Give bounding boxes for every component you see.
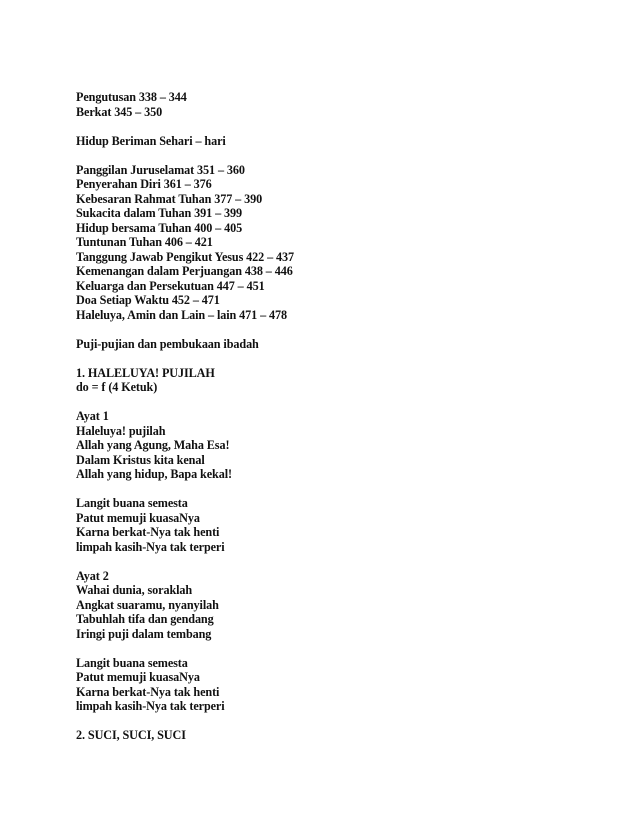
text-line: Hidup Beriman Sehari – hari	[76, 133, 226, 148]
text-line: Wahai dunia, soraklah	[76, 583, 193, 597]
verse-block	[76, 409, 596, 482]
text-line: Karna berkat-Nya tak henti	[76, 525, 220, 539]
text-line: Patut memuji kuasaNya	[76, 670, 200, 684]
text-line: Langit buana semesta	[76, 496, 188, 510]
chorus-block	[76, 496, 596, 554]
text-line: 1. HALELUYA! PUJILAH	[76, 365, 215, 380]
text-line: Haleluya, Amin dan Lain – lain 471 – 478	[76, 307, 288, 322]
text-line: limpah kasih-Nya tak terperi	[76, 539, 225, 554]
text-line: Keluarga dan Persekutuan 447 – 451	[76, 278, 265, 293]
text-line: Sukacita dalam Tuhan 391 – 399	[76, 206, 242, 220]
index-block-a	[76, 90, 596, 119]
song-title	[76, 366, 596, 395]
text-line: Panggilan Juruselamat 351 – 360	[76, 162, 245, 177]
chorus-block	[76, 656, 596, 714]
text-line: Ayat 2	[76, 568, 109, 583]
text-line: Kebesaran Rahmat Tuhan 377 – 390	[76, 191, 263, 206]
text-line: limpah kasih-Nya tak terperi	[76, 699, 225, 713]
text-line: 2. SUCI, SUCI, SUCI	[76, 728, 186, 742]
text-line: Puji-pujian dan pembukaan ibadah	[76, 336, 259, 351]
text-line: Allah yang Agung, Maha Esa!	[76, 438, 230, 452]
text-line: Tuntunan Tuhan 406 – 421	[76, 235, 213, 249]
text-line: Tanggung Jawab Pengikut Yesus 422 – 437	[76, 249, 295, 264]
text-line: Penyerahan Diri 361 – 376	[76, 177, 212, 191]
verse-block	[76, 569, 596, 642]
text-line: Kemenangan dalam Perjuangan 438 – 446	[76, 264, 293, 278]
text-line: Karna berkat-Nya tak henti	[76, 684, 220, 699]
text-line: Haleluya! pujilah	[76, 423, 166, 438]
section-heading	[76, 134, 596, 149]
text-line: Berkat 345 – 350	[76, 104, 163, 119]
text-line: Iringi puji dalam tembang	[76, 626, 212, 641]
text-line: Pengutusan 338 – 344	[76, 90, 187, 104]
song-title	[76, 728, 596, 743]
text-line: Dalam Kristus kita kenal	[76, 452, 205, 467]
document-text	[76, 90, 596, 757]
text-line: Patut memuji kuasaNya	[76, 510, 200, 525]
text-line: Langit buana semesta	[76, 655, 188, 670]
text-line: Tabuhlah tifa dan gendang	[76, 612, 214, 626]
text-line: Angkat suaramu, nyanyilah	[76, 597, 219, 612]
text-line: Hidup bersama Tuhan 400 – 405	[76, 220, 243, 235]
subsection-heading	[76, 337, 596, 352]
text-line: do = f (4 Ketuk)	[76, 380, 158, 394]
index-block-b	[76, 163, 596, 323]
text-line: Ayat 1	[76, 409, 109, 423]
text-line: Doa Setiap Waktu 452 – 471	[76, 293, 220, 307]
text-line: Allah yang hidup, Bapa kekal!	[76, 467, 232, 481]
